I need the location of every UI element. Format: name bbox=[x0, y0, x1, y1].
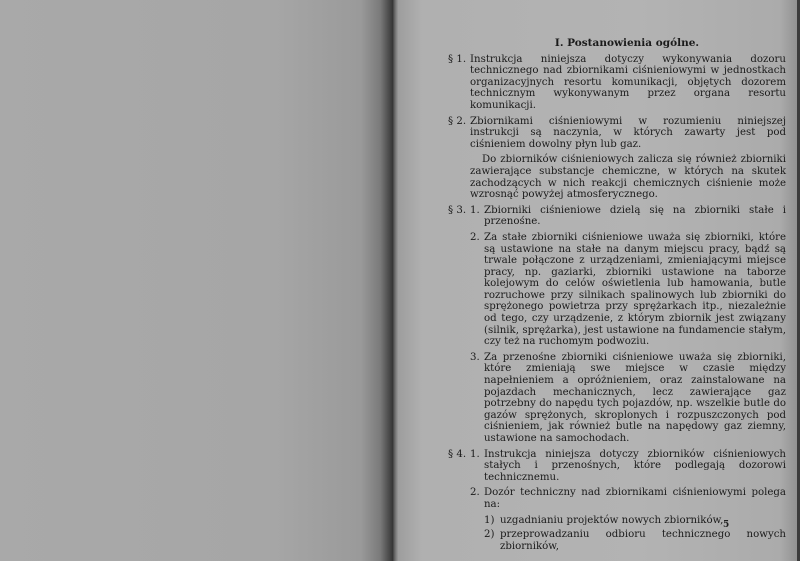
section-2 bbox=[448, 116, 786, 151]
list-number: 2) bbox=[484, 529, 495, 541]
item-text: Zbiorniki ciśnieniowe dzielą się na zbiorniki stałe i przenośne. bbox=[484, 204, 786, 228]
section-text: Instrukcja niniejsza dotyczy wykonywania dozoru technicznego nad zbiornikami ciśnieniowymi w jednostkach organizacyjnych resortu komunikacji, objętych dozorem technicznym wykonywanym przez organa resortu komunikacji. bbox=[470, 53, 786, 111]
item-text: Instrukcja niniejsza dotyczy zbiorników ciśnieniowych stałych i przenośnych, które podlegają dozorowi technicznemu. bbox=[484, 448, 786, 483]
chapter-heading: I. Postanowienia ogólne. bbox=[554, 37, 700, 49]
section-3-item-2 bbox=[448, 232, 786, 348]
item-number: 2. bbox=[470, 231, 480, 243]
item-text: Za stałe zbiorniki ciśnieniowe uważa się zbiorniki, które są ustawione na stałe na danym miejscu pracy, bądź są trwale połączone z urządzeniami, zmieniającymi miejsce pracy, np. gaziarki, zbiorniki ustawione na taborze kolejowym do celów oświetlenia lub hamowania, butle rozruchowe przy silnikach spalinowych lub zbiorniki do sprężonego powietrza przy sprężarkach itp., niezależnie od tego, czy urządzenie, z którym zbiornik jest związany (silnik, sprężarka), jest ustawione na fundamencie stałym, czy też na ruchomym podwoziu. bbox=[484, 231, 786, 348]
section-marker: § 3. bbox=[448, 204, 467, 216]
section-marker: § 4. bbox=[448, 448, 467, 460]
list-number: 1) bbox=[484, 514, 495, 526]
list-text: przeprowadzaniu odbioru technicznego nowych zbiorników, bbox=[500, 529, 786, 552]
section-4-item-2 bbox=[448, 487, 786, 510]
item-number: 1. bbox=[470, 204, 480, 216]
left-page-blank bbox=[0, 0, 392, 561]
section-text: Zbiornikami ciśnieniowymi w rozumieniu niniejszej instrukcji są naczynia, w których zawarty jest pod ciśnieniem dowolny płyn lub gaz. bbox=[470, 115, 786, 150]
item-text: Dozór techniczny nad zbiornikami ciśnieniowymi polega na: bbox=[484, 487, 786, 510]
list-text: uzgadnianiu projektów nowych zbiorników, bbox=[500, 514, 724, 526]
item-text: Za przenośne zbiorniki ciśnieniowe uważa się zbiorniki, które zmieniają swe miejsce w czasie między napełnieniem a opróżnieniem, oraz zainstalowane na pojazdach mechanicznych, lecz zawierające gaz potrzebny do napędu tych pojazdów, np. wszelkie butle do gazów sprężonych, skroplonych i rozpuszczonych pod ciśnieniem, jak również butle na napędowy gaz ziemny, ustawione na samochodach. bbox=[484, 351, 786, 444]
section-2-continuation: Do zbiorników ciśnieniowych zalicza się również zbiorniki zawierające substancje chemiczne, w których na skutek zachodzących w nich reakcji chemicznych ciśnienie może wzrosnąć powyżej atmosferycznego. bbox=[470, 154, 786, 201]
page-text bbox=[448, 38, 786, 555]
item-number: 3. bbox=[470, 351, 480, 363]
section-marker: § 1. bbox=[448, 53, 467, 65]
item-number: 2. bbox=[470, 487, 480, 499]
section-1 bbox=[448, 54, 786, 112]
section-3-item-3 bbox=[448, 352, 786, 445]
item-number: 1. bbox=[470, 448, 480, 460]
section-4-item-1 bbox=[448, 449, 786, 484]
list-item bbox=[448, 529, 786, 552]
page-number: 5 bbox=[723, 520, 730, 530]
list-item bbox=[448, 515, 786, 527]
section-marker: § 2. bbox=[448, 115, 467, 127]
right-page bbox=[398, 0, 800, 561]
section-3-item-1 bbox=[448, 205, 786, 228]
